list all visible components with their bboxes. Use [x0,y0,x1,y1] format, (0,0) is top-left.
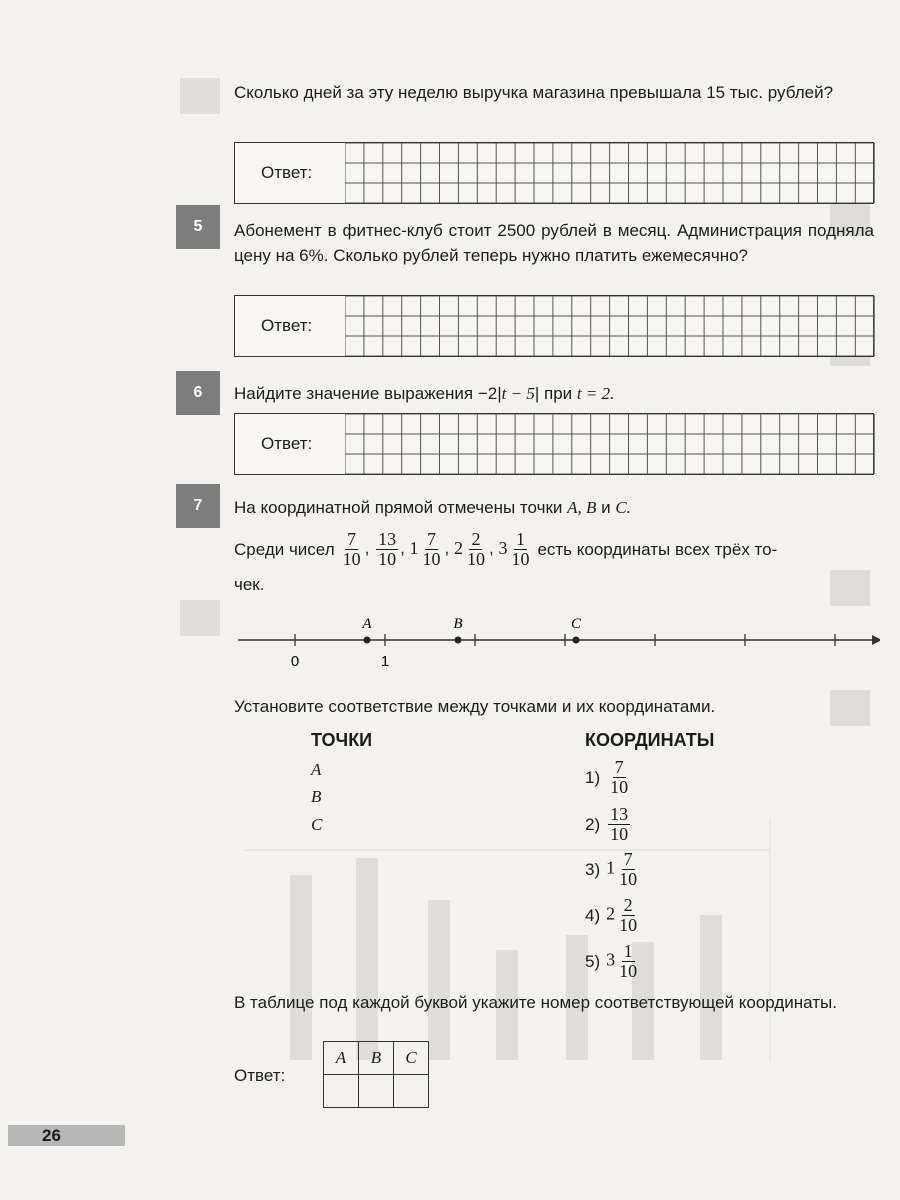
denominator: 10 [619,915,638,935]
q7-number-3 [409,529,445,569]
point-c-label: C [570,616,582,632]
q5-number-badge: 5 [176,205,220,249]
q4-answer-box[interactable] [234,142,874,204]
fraction [465,530,487,569]
point-b-dot [455,637,462,644]
q5-answer-grid [345,296,875,356]
point-c-dot [573,637,580,644]
q4-text: Сколько дней за эту неделю выручка магазина превышала 15 тыс. рублей? [234,83,834,102]
q7-numbers-line [234,530,874,569]
point-item-b: B [311,787,322,806]
fraction [341,530,363,569]
q6-abs-open: | [497,384,502,403]
fraction [421,530,443,569]
fraction [509,530,531,569]
point-b-label: B [453,616,463,632]
denominator: 10 [422,549,441,569]
q6-answer-box[interactable] [234,413,874,475]
q6-text-before: Найдите значение выражения −2 [234,384,498,403]
numerator: 13 [610,804,629,824]
q6-text-after: при [539,384,577,403]
fraction [608,805,630,844]
coord-item-4 [585,896,641,935]
answer-header-a: A [324,1042,359,1075]
answer-cell-c[interactable] [394,1075,429,1108]
axis-label-1: 1 [380,653,390,670]
coord-item-2 [585,805,632,844]
q4-answer-label: Ответ: [261,163,313,182]
answer-cell-a[interactable] [324,1075,359,1108]
q6-abs-close: | [534,384,540,403]
q7-tail-2: чек. [234,575,265,594]
points-header: ТОЧКИ [311,730,373,750]
q7-among: Среди чисел [234,539,335,559]
coord-item-1 [585,758,632,797]
answer-table-input-row [324,1075,429,1108]
q7-answer-label: Ответ: [234,1066,286,1085]
q5-answer-box[interactable] [234,295,874,357]
denominator: 10 [610,777,629,797]
q7-number-5 [498,529,533,569]
q6-condition: t = 2. [576,384,615,403]
separator: , [488,538,499,558]
q4-answer-grid [345,143,875,203]
answer-cell-b[interactable] [359,1075,394,1108]
separator: , [400,538,410,558]
q7-table-text: В таблице под каждой буквой укажите номер соответствующей координаты. [234,993,837,1012]
q5-answer-label: Ответ: [261,316,313,335]
fraction [617,942,639,981]
denominator: 10 [511,549,530,569]
q6-text [234,381,874,406]
numerator: 2 [623,895,633,915]
fraction [608,758,630,797]
answer-header-b: B [359,1042,394,1075]
numerator: 13 [378,529,397,549]
q7-intro-points: A, B [567,498,597,517]
q7-number-2 [374,529,400,569]
page-number: 26 [8,1125,125,1146]
denominator: 10 [466,549,485,569]
coord-label: 2) [585,814,601,834]
q6-answer-label: Ответ: [261,434,313,453]
q7-number-1 [339,529,365,569]
numerator: 7 [347,529,357,549]
point-a-dot [364,637,371,644]
coord-label: 1) [585,767,601,787]
point-item-a: A [311,760,322,779]
numerator: 7 [614,757,624,777]
q6-number-badge: 6 [176,371,220,415]
q7-intro-and: и [596,498,616,517]
q7-match-text: Установите соответствие между точками и их координатами. [234,697,716,716]
separator: , [364,538,375,558]
q7-intro-text: На координатной прямой отмечены точки [234,498,568,517]
fraction [376,530,398,569]
denominator: 10 [610,824,629,844]
point-item-c: C [311,815,323,834]
coords-header: КООРДИНАТЫ [585,730,715,750]
fraction [617,896,639,935]
axis-arrow [872,635,880,645]
whole-part: 1 [606,857,616,878]
q7-number-4 [453,529,489,569]
q6-abs-expr: t − 5 [501,384,535,403]
denominator: 10 [378,549,397,569]
whole-part: 2 [453,537,463,558]
whole-part: 3 [606,949,616,970]
q7-number-badge: 7 [176,484,220,528]
q7-intro [234,495,874,520]
coord-label: 4) [585,905,601,925]
separator: , [444,538,454,558]
whole-part: 1 [409,537,419,558]
q7-tail: есть координаты всех трёх то- [537,539,778,559]
whole-part: 2 [606,903,616,924]
q7-intro-last: C. [615,498,631,517]
denominator: 10 [619,869,638,889]
q7-answer-table [323,1041,429,1108]
coord-label: 5) [585,951,601,971]
coord-item-3 [585,850,641,889]
numerator: 2 [471,529,481,549]
numerator: 1 [623,941,633,961]
answer-header-c: C [394,1042,429,1075]
numerator: 7 [623,849,633,869]
denominator: 10 [619,961,638,981]
q7-numbers-list [339,530,534,569]
coordinate-line [230,612,880,672]
whole-part: 3 [498,537,508,558]
axis-label-0: 0 [290,653,300,670]
q5-text: Абонемент в фитнес-клуб стоит 2500 рублей в месяц. Администрация подняла цену на 6%. Сколько рублей теперь нужно платить ежемесячно? [234,221,874,265]
fraction [617,850,639,889]
answer-table-header-row [324,1042,429,1075]
numerator: 7 [427,529,437,549]
coord-label: 3) [585,859,601,879]
numerator: 1 [515,529,525,549]
coord-item-5 [585,942,641,981]
denominator: 10 [342,549,361,569]
point-a-label: A [362,616,372,632]
q6-answer-grid [345,414,875,474]
